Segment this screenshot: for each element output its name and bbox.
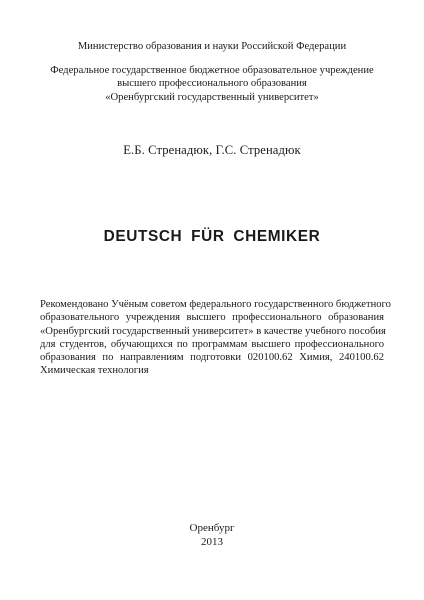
recommendation-text xyxy=(40,298,391,378)
recommendation-line-1: Рекомендовано Учёным советом федерального государственного бюджетного xyxy=(40,299,391,310)
recommendation-line-6: Химическая технология xyxy=(40,365,149,377)
institution-block xyxy=(0,64,424,104)
recommendation-line-5: образования по направлениям подготовки 020100.62 Химия, 240100.62 xyxy=(40,352,384,364)
book-title: DEUTSCH FÜR CHEMIKER xyxy=(103,228,321,245)
institution-line-1: Федеральное государственное бюджетное образовательное учреждение xyxy=(50,65,374,76)
publication-city: Оренбург xyxy=(189,522,235,534)
ministry-name: Министерство образования и науки Российской Федерации xyxy=(77,41,347,52)
authors: Е.Б. Стренадюк, Г.С. Стренадюк xyxy=(123,143,301,157)
institution-line-2: высшего профессионального образования xyxy=(117,78,307,90)
recommendation-line-4: для студентов, обучающихся по программам высшего профессионального xyxy=(40,338,384,350)
institution-line-3: «Оренбургский государственный университет» xyxy=(105,91,319,103)
recommendation-line-3: «Оренбургский государственный университет» в качестве учебного пособия xyxy=(40,325,386,337)
recommendation-line-2: образовательного учреждения высшего профессионального образования xyxy=(40,312,384,324)
publication-year: 2013 xyxy=(201,536,223,548)
